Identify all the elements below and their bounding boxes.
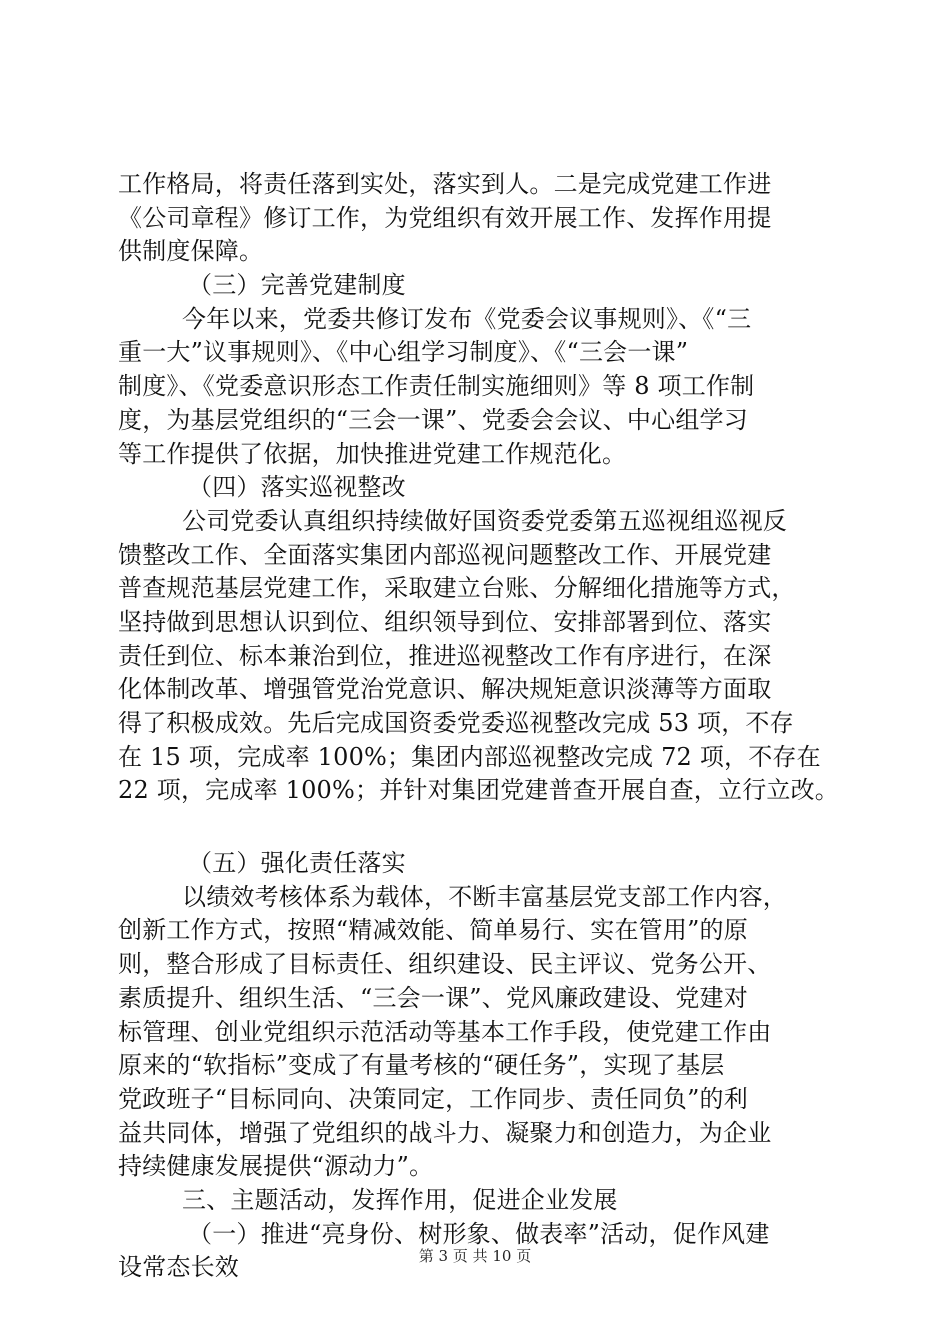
subsection-heading-1: （一）推进“亮身份、树形象、做表率”活动，促作风建 (188, 1219, 770, 1248)
paragraph-line: 创新工作方式，按照“精减效能、简单易行、实在管用”的原 (118, 916, 748, 945)
paragraph-line: 度，为基层党组织的“三会一课”、党委会会议、中心组学习 (118, 405, 748, 434)
chapter-heading-3: 三、主题活动，发挥作用，促进企业发展 (182, 1185, 618, 1214)
paragraph-line: 持续健康发展提供“源动力”。 (118, 1152, 434, 1181)
paragraph-line: 今年以来，党委共修订发布《党委会议事规则》、《“三 (182, 304, 752, 333)
paragraph-line: 供制度保障。 (118, 237, 264, 266)
document-body (118, 168, 840, 1285)
paragraph-line: 22 项，完成率 100%；并针对集团党建普查开展自查，立行立改。 (118, 776, 840, 805)
paragraph-line: 在 15 项，完成率 100%；集团内部巡视整改完成 72 项，不存在 (118, 742, 821, 771)
paragraph-line: 益共同体，增强了党组织的战斗力、凝聚力和创造力，为企业 (118, 1118, 772, 1147)
paragraph-line: 《公司章程》修订工作，为党组织有效开展工作、发挥作用提 (118, 203, 772, 232)
paragraph-line: 制度》、《党委意识形态工作责任制实施细则》等 8 项工作制 (118, 372, 755, 401)
paragraph-line: 化体制改革、增强管党治党意识、解决规矩意识淡薄等方面取 (118, 675, 772, 704)
section-heading-5: （五）强化责任落实 (188, 849, 406, 878)
paragraph-line: 重一大”议事规则》、《中心组学习制度》、《“三会一课” (118, 338, 689, 367)
section-heading-4: （四）落实巡视整改 (188, 473, 406, 502)
section-heading-3: （三）完善党建制度 (188, 271, 406, 300)
paragraph-gap (118, 808, 830, 847)
paragraph-line: 责任到位、标本兼治到位，推进巡视整改工作有序进行，在深 (118, 641, 772, 670)
paragraph-line: 原来的“软指标”变成了有量考核的“硬任务”，实现了基层 (118, 1051, 725, 1080)
paragraph-line: 公司党委认真组织持续做好国资委党委第五巡视组巡视反 (182, 506, 787, 535)
paragraph-line: 标管理、创业党组织示范活动等基本工作手段，使党建工作由 (118, 1017, 772, 1046)
paragraph-line: 得了积极成效。先后完成国资委党委巡视整改完成 53 项，不存 (118, 709, 794, 737)
paragraph-line: 则，整合形成了目标责任、组织建设、民主评议、党务公开、 (118, 950, 772, 979)
paragraph-line: 党政班子“目标同向、决策同定，工作同步、责任同负”的利 (118, 1084, 748, 1113)
paragraph-line: 以绩效考核体系为载体，不断丰富基层党支部工作内容， (182, 882, 787, 911)
paragraph-line: 普查规范基层党建工作，采取建立台账、分解细化措施等方式， (118, 574, 796, 603)
paragraph-line: 工作格局，将责任落到实处，落实到人。二是完成党建工作进 (118, 170, 772, 198)
paragraph-line: 等工作提供了依据，加快推进党建工作规范化。 (118, 439, 627, 468)
paragraph-line: 馈整改工作、全面落实集团内部巡视问题整改工作、开展党建 (118, 540, 772, 569)
page-number-footer: 第 3 页 共 10 页 (418, 1247, 532, 1265)
paragraph-line: 坚持做到思想认识到位、组织领导到位、安排部署到位、落实 (118, 607, 772, 636)
paragraph-line: 设常态长效 (118, 1253, 239, 1282)
paragraph-line: 素质提升、组织生活、“三会一课”、党风廉政建设、党建对 (118, 983, 748, 1012)
